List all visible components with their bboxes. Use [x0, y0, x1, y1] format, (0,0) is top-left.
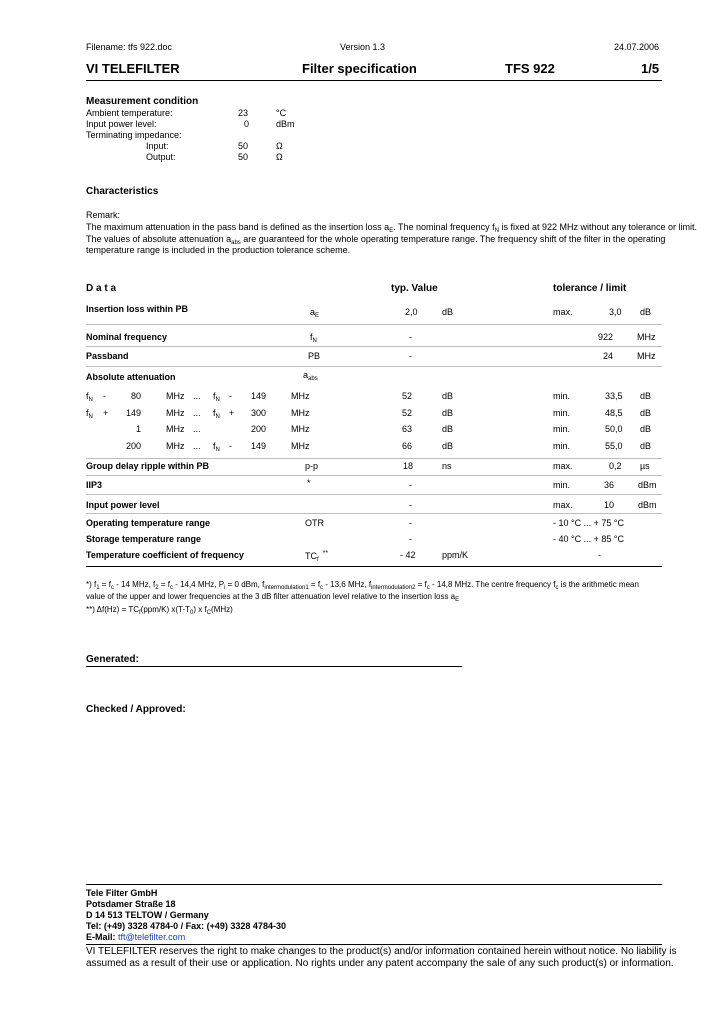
absolute-symbol: $a_{abs}$: [303, 370, 318, 382]
abs-row-unit1: MHz: [166, 408, 185, 418]
abs-row-to: 300: [250, 408, 266, 418]
row-divider: [86, 475, 662, 476]
abs-row-to: 149: [250, 441, 266, 451]
abs-row-from: 200: [125, 441, 141, 451]
footer-city: D 14 513 TELTOW / Germany: [86, 910, 209, 920]
ambient-label: Ambient temperature:: [86, 108, 173, 118]
disclaimer-1: VI TELEFILTER reserves the right to make changes to the product(s) and/or information contained herein without notice. No liability is: [86, 946, 677, 957]
abs-row-lim-unit: dB: [640, 391, 652, 401]
abs-row-op: +: [103, 408, 109, 418]
characteristics-heading: Characteristics: [86, 186, 159, 197]
abs-row-lim-val: 48,5: [605, 408, 623, 418]
checked-label: Checked / Approved:: [86, 704, 186, 715]
input-power-label: Input power level: [86, 500, 160, 510]
iip3-typ: -: [409, 480, 412, 490]
abs-row-op: -: [103, 391, 106, 401]
abs-row-typ: 63: [402, 424, 413, 434]
abs-row-lim-unit: dB: [640, 424, 652, 434]
group-delay-unit: ns: [442, 461, 452, 471]
row-divider: [86, 324, 662, 325]
footnote-2: **) $\Delta f(Hz) = TC_f(ppm/K)$ $x(T-T_0)$ x $f_C(MHz)$: [86, 605, 233, 616]
abs-row-lim-unit: dB: [640, 441, 652, 451]
remark-line-1: The maximum attenuation in the pass band is defined as the insertion loss $a_E$. The nominal frequency $f_N$ is fixed at 922 MHz without any tolerance or limit.: [86, 222, 698, 234]
input-label: Input:: [146, 141, 169, 151]
footer-email-line: E-Mail: tft@telefilter.com: [86, 932, 186, 942]
row-divider: [86, 366, 662, 367]
col-data: D a t a: [86, 283, 117, 294]
abs-row-unit1: MHz: [166, 424, 185, 434]
storage-lim-val: - 40 °C ... + 85 °C: [553, 534, 624, 544]
nominal-typ: -: [409, 332, 412, 342]
abs-row-unit2: MHz: [291, 391, 310, 401]
abs-row-typ: 52: [402, 391, 413, 401]
abs-row-unit2: MHz: [291, 424, 310, 434]
row-divider: [86, 494, 662, 495]
date: 24.07.2006: [614, 42, 660, 52]
abs-row-fn2: $f_N$: [213, 408, 220, 420]
iip3-lim-unit: dBm: [638, 480, 657, 490]
abs-row-dots: ...: [193, 408, 201, 418]
group-delay-symbol: p-p: [305, 461, 319, 471]
tcf-lim-val: -: [598, 550, 601, 560]
abs-row-unit1: MHz: [166, 391, 185, 401]
abs-row-dots: ...: [193, 424, 201, 434]
abs-row-typ-unit: dB: [442, 408, 454, 418]
footer-tel: Tel: (+49) 3328 4784-0 / Fax: (+49) 3328 4784-30: [86, 921, 286, 931]
remark-label: Remark:: [86, 210, 121, 220]
passband-lim-val: 24: [603, 351, 614, 361]
tcf-unit: ppm/K: [442, 550, 469, 560]
abs-row-to: 200: [250, 424, 266, 434]
iip3-label: IIP3: [86, 480, 103, 490]
input-power-lim-unit: dBm: [638, 500, 657, 510]
row-divider: [86, 513, 662, 514]
abs-row-lim: min.: [553, 408, 571, 418]
product-id: TFS 922: [505, 61, 555, 76]
abs-row-typ: 52: [402, 408, 413, 418]
abs-row-op2: -: [229, 391, 232, 401]
nominal-symbol: $f_N$: [310, 332, 317, 344]
abs-row-dots: ...: [193, 441, 201, 451]
remark-line-3: temperature range is included in the production tolerance scheme.: [86, 245, 351, 255]
passband-typ: -: [409, 351, 412, 361]
output-unit: Ω: [276, 152, 283, 162]
footer-street: Potsdamer Straße 18: [86, 899, 176, 909]
ambient-unit: °C: [276, 108, 287, 118]
generated-label: Generated:: [86, 654, 139, 665]
nominal-label: Nominal frequency: [86, 332, 168, 342]
input-unit: Ω: [276, 141, 283, 151]
disclaimer-2: assumed as a result of their use or application. No rights under any patent accompany the sale of any such product(s) or information.: [86, 958, 674, 969]
version: Version 1.3: [340, 42, 386, 52]
tcf-typ: - 42: [400, 550, 416, 560]
group-delay-typ: 18: [403, 461, 414, 471]
abs-row-to: 149: [250, 391, 266, 401]
abs-row-lim-val: 55,0: [605, 441, 623, 451]
abs-row-unit1: MHz: [166, 441, 185, 451]
insertion-lim-val: 3,0: [609, 307, 622, 317]
ambient-value: 23: [238, 108, 249, 118]
passband-label: Passband: [86, 351, 129, 361]
abs-row-op2: +: [229, 408, 235, 418]
storage-label: Storage temperature range: [86, 534, 202, 544]
footer-rule: [86, 884, 662, 885]
row-divider: [86, 458, 662, 459]
op-temp-symbol: OTR: [305, 518, 324, 528]
absolute-label: Absolute attenuation: [86, 372, 176, 382]
footer-company: Tele Filter GmbH: [86, 888, 158, 898]
abs-row-lim-val: 50,0: [605, 424, 623, 434]
doc-title: Filter specification: [302, 61, 417, 76]
abs-row-fn: $f_N$: [86, 391, 93, 403]
abs-row-lim: min.: [553, 441, 571, 451]
abs-row-op2: -: [229, 441, 232, 451]
group-delay-lim-unit: µs: [640, 461, 650, 471]
op-temp-label: Operating temperature range: [86, 518, 211, 528]
abs-row-lim-val: 33,5: [605, 391, 623, 401]
power-value: 0: [244, 119, 250, 129]
col-typ: typ. Value: [391, 283, 438, 294]
passband-lim-unit: MHz: [637, 351, 656, 361]
col-tolerance: tolerance / limit: [553, 283, 627, 294]
abs-row-typ: 66: [402, 441, 413, 451]
tcf-symbol: $TC_f^{**}$: [305, 550, 329, 563]
header-rule: [86, 80, 662, 81]
abs-row-unit2: MHz: [291, 441, 310, 451]
nominal-lim-unit: MHz: [637, 332, 656, 342]
abs-row-typ-unit: dB: [442, 391, 454, 401]
insertion-label: Insertion loss within PB: [86, 304, 189, 314]
output-value: 50: [238, 152, 249, 162]
abs-row-fn2: $f_N$: [213, 391, 220, 403]
power-unit: dBm: [276, 119, 295, 129]
group-delay-label: Group delay ripple within PB: [86, 461, 210, 471]
remark-line-2: The values of absolute attenuation $a_{abs}$ are guaranteed for the whole operating temperature range. The frequency shift of the filter in the operating: [86, 234, 666, 246]
footnote-1: *) $f_1 = f_c - 14$ MHz, $f_2 = f_c - 14,4$ MHz, $P_i = 0$ dBm, $f_{intermodulation1} = f_c - 13,6$ MHz, $f_{intermodulation2} = f_c - 14,8$ MHz. The centre frequency $f_c$ is the arithmetic mean: [86, 580, 639, 591]
abs-row-typ-unit: dB: [442, 424, 454, 434]
abs-row-lim: min.: [553, 424, 571, 434]
measurement-heading: Measurement condition: [86, 96, 199, 107]
op-temp-typ: -: [409, 518, 412, 528]
iip3-lim: min.: [553, 480, 571, 490]
email-link[interactable]: tft@telefilter.com: [118, 932, 186, 942]
input-power-lim-val: 10: [604, 500, 615, 510]
insertion-lim: max.: [553, 307, 573, 317]
tcf-label: Temperature coefficient of frequency: [86, 550, 244, 560]
nominal-lim-val: 922: [598, 332, 614, 342]
abs-row-lim-unit: dB: [640, 408, 652, 418]
abs-row-dots: ...: [193, 391, 201, 401]
insertion-symbol: $a_E$: [310, 307, 320, 319]
insertion-unit: dB: [442, 307, 454, 317]
footer-rule-2: [86, 944, 662, 945]
insertion-typ: 2,0: [405, 307, 418, 317]
abs-row-unit2: MHz: [291, 408, 310, 418]
abs-row-fn2: $f_N$: [213, 441, 220, 453]
iip3-lim-val: 36: [604, 480, 615, 490]
impedance-label: Terminating impedance:: [86, 130, 182, 140]
input-power-lim: max.: [553, 500, 573, 510]
generated-line: [86, 666, 462, 667]
passband-symbol: PB: [308, 351, 321, 361]
group-delay-lim: max.: [553, 461, 573, 471]
page-number: 1/5: [641, 61, 660, 76]
abs-row-lim: min.: [553, 391, 571, 401]
insertion-lim-unit: dB: [640, 307, 652, 317]
power-label: Input power level:: [86, 119, 157, 129]
storage-typ: -: [409, 534, 412, 544]
company-name: VI TELEFILTER: [86, 61, 180, 76]
output-label: Output:: [146, 152, 176, 162]
abs-row-from: 1: [135, 424, 141, 434]
group-delay-lim-val: 0,2: [609, 461, 622, 471]
abs-row-from: 149: [125, 408, 141, 418]
abs-row-fn: $f_N$: [86, 408, 93, 420]
input-value: 50: [238, 141, 249, 151]
table-bottom-rule: [86, 566, 662, 567]
op-temp-lim-val: - 10 °C ... + 75 °C: [553, 518, 624, 528]
abs-row-typ-unit: dB: [442, 441, 454, 451]
input-power-typ: -: [409, 500, 412, 510]
filename: Filename: tfs 922.doc: [86, 42, 173, 52]
abs-row-from: 80: [130, 391, 141, 401]
iip3-symbol: *: [307, 478, 311, 488]
footnote-1-cont: value of the upper and lower frequencies at the 3 dB filter attenuation level relative to the insertion loss $a_E$: [86, 592, 460, 603]
row-divider: [86, 346, 662, 347]
